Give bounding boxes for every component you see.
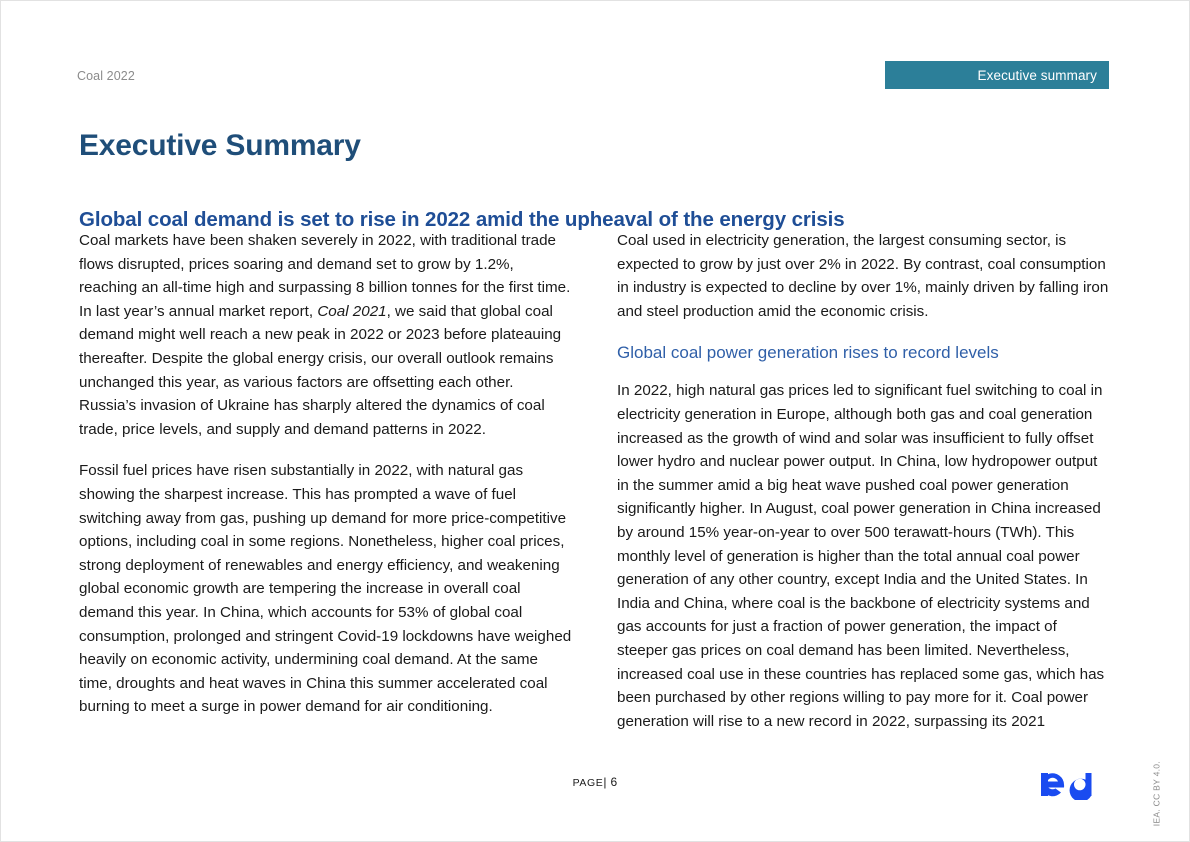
paragraph-left-1-part-2: , we said that global coal demand might well reach a new peak in 2022 or 2023 before plateauing thereafter. Despite the global energy crisis, our overall outlook remains unchanged this year, as various factors are offsetting each other. Russia’s invasion of Ukraine has sharply altered the dynamics of coal trade, price levels, and supply and demand patterns in 2022. (79, 302, 562, 438)
report-title-coal-2021: Coal 2021 (317, 302, 387, 320)
paragraph-left-1-part-1: Coal markets have been shaken severely in 2022, with traditional trade flows disrupted, prices soaring and demand set to grow by 1.2%, reaching an all-time high and surpassing 8 billion tonnes for the first time. In last year’s annual market report, (79, 232, 571, 320)
footer-page-separator: | (603, 775, 607, 789)
section-tab-executive-summary (885, 61, 1109, 89)
page-title: Executive Summary (79, 129, 361, 163)
subheading-coal-power-generation: Global coal power generation rises to record levels (617, 343, 999, 363)
paragraph-right-1: Coal used in electricity generation, the largest consuming sector, is expected to grow by just over 2% in 2022. By contrast, coal consumption in industry is expected to decline by over 1%, mainly driven by falling iron and steel production amid the economic crisis. (617, 232, 1109, 320)
paragraph-left-1 (79, 229, 573, 441)
footer-page-value: 6 (610, 775, 618, 789)
left-column (79, 229, 573, 749)
paragraph-left-2: Fossil fuel prices have risen substantially in 2022, with natural gas showing the sharpest increase. This has prompted a wave of fuel switching away from gas, pushing up demand for more price-competitive options, including coal in some regions. Nonetheless, higher coal prices, strong deployment of renewables and energy efficiency, and weakening global economic growth are tempering the increase in overall coal demand this year. In China, which accounts for 53% of global coal consumption, prolonged and stringent Covid-19 lockdowns have weighed heavily on economic activity, undermining coal demand. At the same time, droughts and heat waves in China this summer accelerated coal burning to meet a surge in power demand for air conditioning. (79, 462, 572, 716)
body-columns (79, 229, 1111, 749)
license-credit: IEA. CC BY 4.0. (1151, 761, 1161, 827)
running-head: Coal 2022 (77, 69, 135, 83)
section-tab-label: Executive summary (977, 67, 1097, 83)
footer-page-number (1, 775, 1189, 789)
paragraph-right-2: In 2022, high natural gas prices led to significant fuel switching to coal in electricity generation in Europe, although both gas and coal generation increased as the growth of wind and solar was insufficient to fully offset lower hydro and nuclear power output. In China, low hydropower output in the summer amid a big heat wave pushed coal power generation significantly higher. In August, coal power generation in China increased by around 15% year-on-year to over 500 terawatt-hours (TWh). This monthly level of generation is higher than the total annual coal power generation of any other country, except India and the United States. In India and China, where coal is the backbone of electricity systems and gas accounts for just a fraction of power generation, the impact of steeper gas prices on coal demand has been limited. Nevertheless, increased coal use in these countries has replaced some gas, which has been purchased by other regions willing to pay more for it. Coal power generation will rise to a new record in 2022, surpassing its 2021 (617, 382, 1105, 730)
right-column (617, 229, 1111, 749)
section-headline: Global coal demand is set to rise in 2022 amid the upheaval of the energy crisis (79, 208, 845, 231)
footer-page-label: PAGE (572, 777, 604, 789)
iea-logo (1039, 769, 1113, 801)
